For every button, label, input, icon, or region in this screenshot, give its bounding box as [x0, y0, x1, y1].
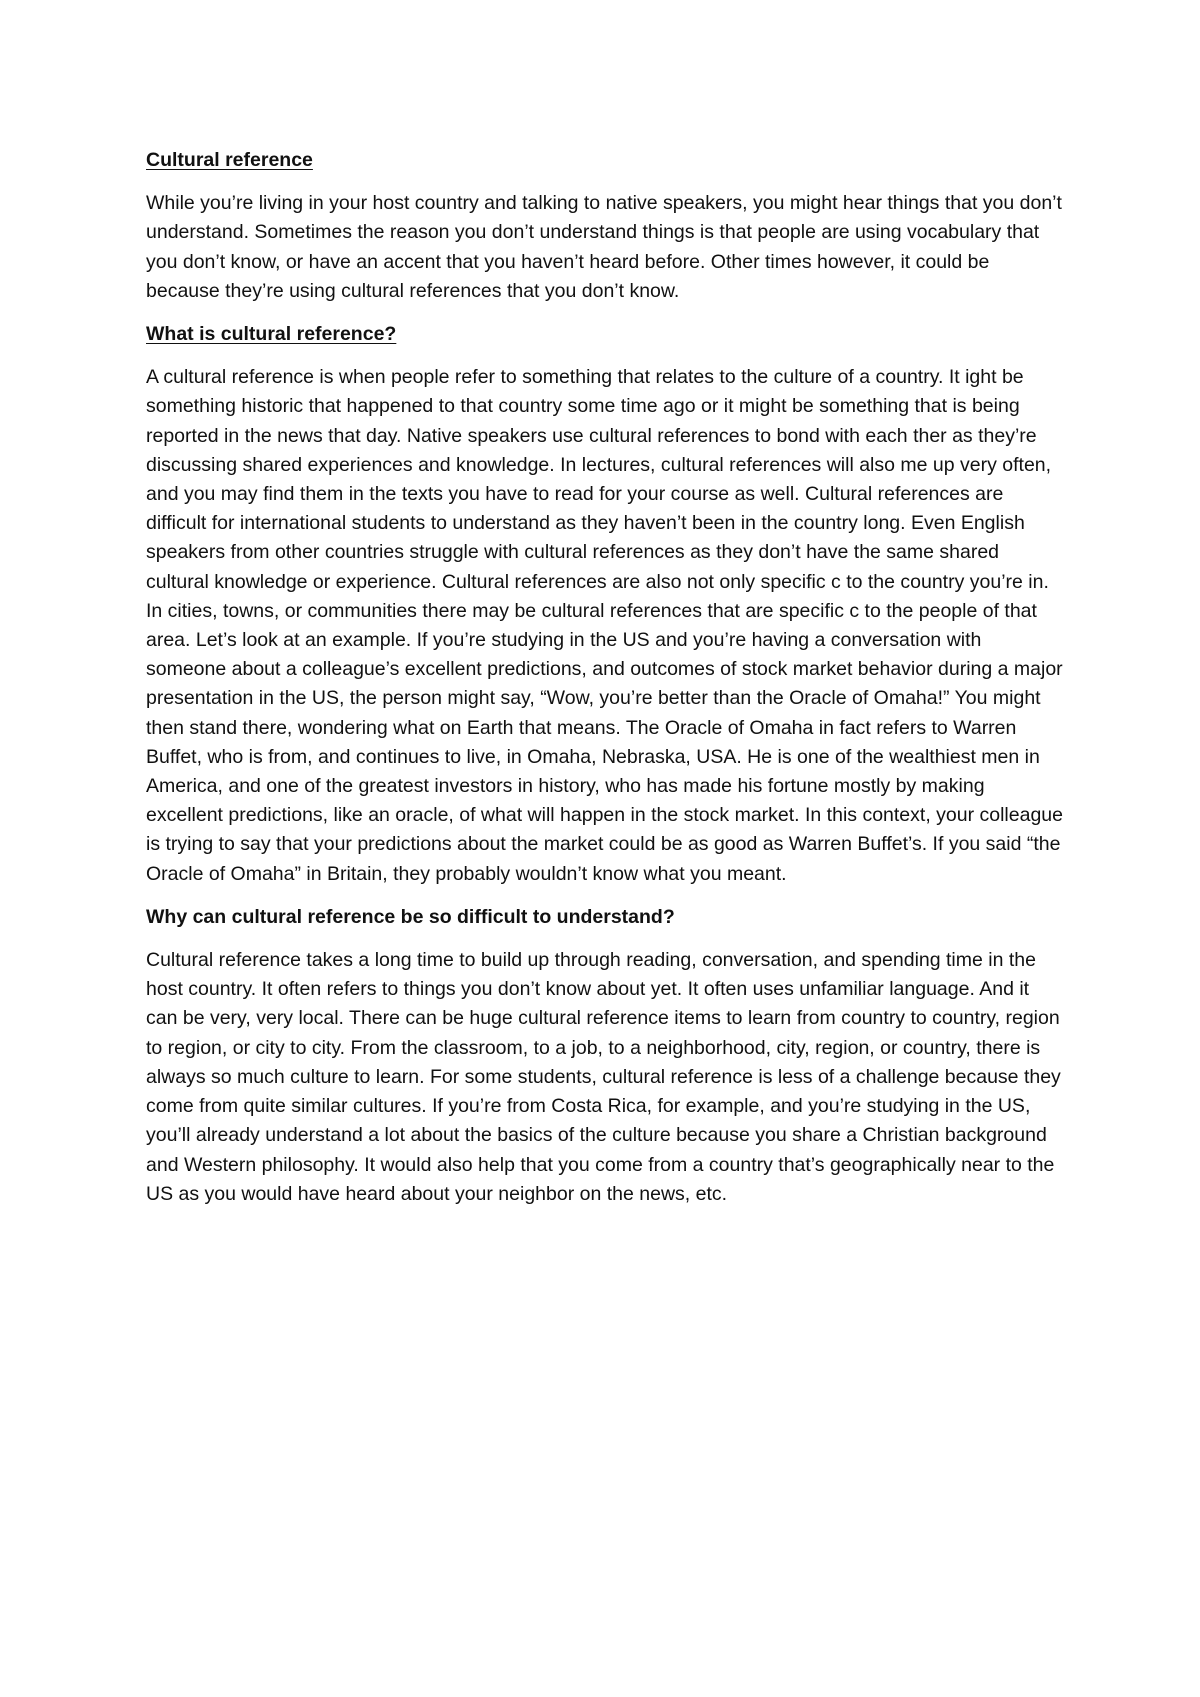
section-paragraph-why-difficult: Cultural reference takes a long time to build up through reading, conversation, and spending time in the host country. It often refers to things you don’t know about yet. It often uses unfamiliar language. And it can be very, very local. There can be huge cultural reference items to learn from country to country, region to region, or city to city. From the classroom, to a job, to a neighborhood, city, region, or country, there is always so much culture to learn. For some students, cultural reference is less of a challenge because they come from quite similar cultures. If you’re from Costa Rica, for example, and you’re studying in the US, you’ll already understand a lot about the basics of the culture because you share a Christian background and Western philosophy. It would also help that you come from a country that’s geographically near to the US as you would have heard about your neighbor on the news, etc. — [146, 949, 1061, 1205]
section-heading-why-difficult: Why can cultural reference be so difficult to understand? — [146, 905, 675, 928]
document-title: Cultural reference — [146, 149, 313, 171]
section-heading-what-is: What is cultural reference? — [146, 323, 397, 346]
intro-paragraph: While you’re living in your host country and talking to native speakers, you might hear things that you don’t understand. Sometimes the reason you don’t understand things is that people are using vocabulary that you don’t know, or have an accent that you haven’t heard before. Other times however, it could be because they’re using cultural references that you don’t know. — [146, 192, 1062, 302]
document-body — [146, 146, 1064, 1223]
section-paragraph-what-is: A cultural reference is when people refer to something that relates to the culture of a country. It ight be something historic that happened to that country some time ago or it might be something that is being reported in the news that day. Native speakers use cultural references to bond with each ther as they’re discussing shared experiences and knowledge. In lectures, cultural references will also me up very often, and you may find them in the texts you have to read for your course as well. Cultural references are difficult for international students to understand as they haven’t been in the country long. Even English speakers from other countries struggle with cultural references as they don’t have the same shared cultural knowledge or experience. Cultural references are also not only specific c to the country you’re in. In cities, towns, or communities there may be cultural references that are specific c to the people of that area. Let’s look at an example. If you’re studying in the US and you’re having a conversation with someone about a colleague’s excellent predictions, and outcomes of stock market behavior during a major presentation in the US, the person might say, “Wow, you’re better than the Oracle of Omaha!” You might then stand there, wondering what on Earth that means. The Oracle of Omaha in fact refers to Warren Buffet, who is from, and continues to live, in Omaha, Nebraska, USA. He is one of the wealthiest men in America, and one of the greatest investors in history, who has made his fortune mostly by making excellent predictions, like an oracle, of what will happen in the stock market. In this context, your colleague is trying to say that your predictions about the market could be as good as Warren Buffet’s. If you said “the Oracle of Omaha” in Britain, they probably wouldn’t know what you meant. — [146, 366, 1063, 885]
